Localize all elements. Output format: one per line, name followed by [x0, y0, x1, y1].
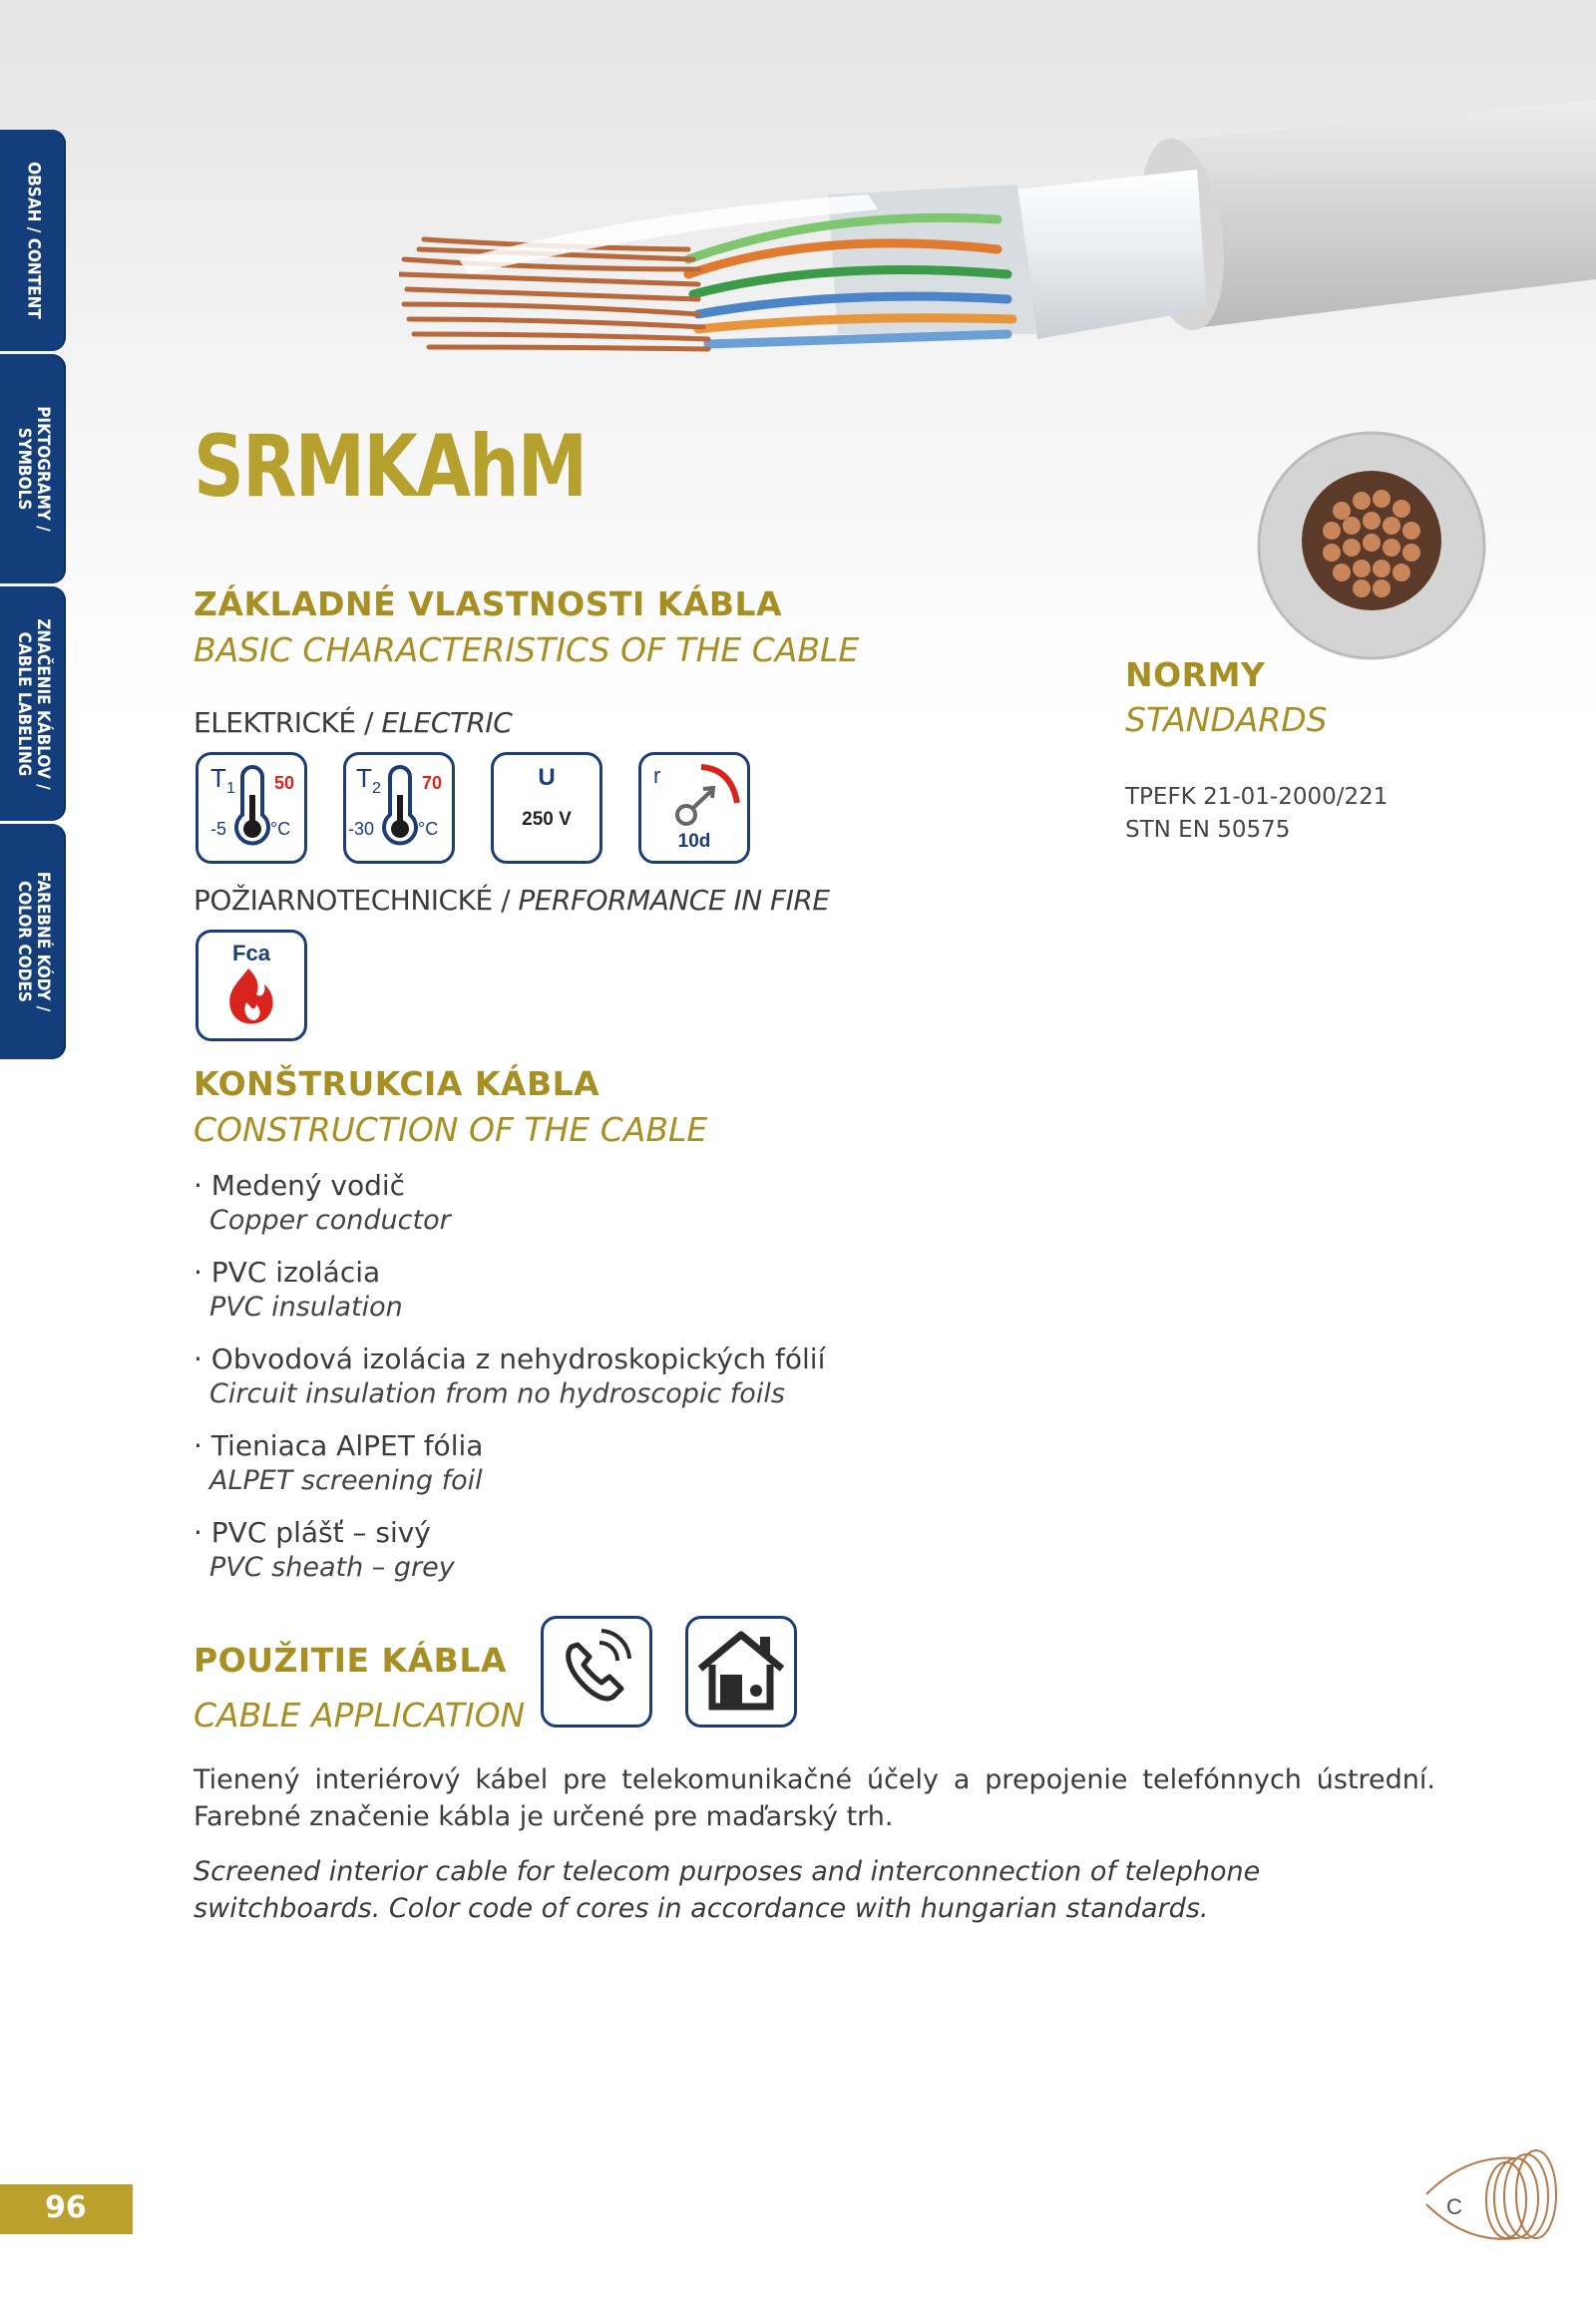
svg-text:1: 1 — [226, 780, 235, 797]
cable-illustration — [399, 100, 1596, 429]
construction-item-sk: · Tieniaca AlPET fólia — [194, 1429, 484, 1462]
basic-heading: ZÁKLADNÉ VLASTNOSTI KÁBLA — [194, 584, 783, 623]
construction-item-sk: · Obvodová izolácia z nehydroskopických fólií — [194, 1343, 826, 1375]
svg-text:°C: °C — [270, 819, 291, 839]
basic-heading-en: BASIC CHARACTERISTICS OF THE CABLE — [194, 630, 860, 669]
construction-heading-en: CONSTRUCTION OF THE CABLE — [194, 1110, 708, 1149]
construction-item-en: PVC insulation — [209, 1292, 403, 1323]
svg-text:U: U — [538, 764, 556, 791]
svg-text:50: 50 — [274, 773, 295, 793]
standards-heading-en: STANDARDS — [1125, 700, 1328, 739]
fire-label: POŽIARNOTECHNICKÉ / PERFORMANCE IN FIRE — [194, 884, 830, 917]
standards-heading: NORMY — [1125, 655, 1266, 694]
construction-item-sk: · PVC plášť – sivý — [194, 1516, 431, 1549]
t1-label: T — [210, 763, 226, 793]
svg-text:-5: -5 — [210, 819, 227, 839]
construction-item-en: PVC sheath – grey — [209, 1552, 455, 1583]
standard-item: STN EN 50575 — [1125, 817, 1291, 843]
svg-text:-30: -30 — [348, 819, 375, 839]
page-title: SRMKAhM — [194, 417, 587, 517]
application-text-en: Screened interior cable for telecom purposes and interconnection of telephone switchboards. Color code of cores in accordance with hungarian standards. — [194, 1856, 1261, 1924]
svg-text:C: C — [1446, 2194, 1462, 2219]
phone-icon — [541, 1616, 652, 1728]
tab-content[interactable]: OBSAH / CONTENT — [0, 130, 66, 351]
svg-text:250 V: 250 V — [522, 809, 572, 830]
svg-text:r: r — [653, 763, 661, 788]
application-heading: POUŽITIE KÁBLA — [194, 1641, 507, 1680]
tab-symbols[interactable]: PIKTOGRAMY / SYMBOLS — [0, 354, 66, 583]
cable-cross-section — [1257, 431, 1486, 660]
svg-text:T: T — [356, 763, 372, 793]
construction-item-en: ALPET screening foil — [209, 1465, 483, 1496]
tab-color-codes[interactable]: FAREBNÉ KÓDY / COLOR CODES — [0, 824, 66, 1059]
application-heading-en: CABLE APPLICATION — [194, 1696, 526, 1734]
house-icon — [685, 1616, 797, 1728]
svg-text:70: 70 — [422, 773, 443, 793]
standard-item: TPEFK 21-01-2000/221 — [1125, 784, 1389, 810]
fire-performance-icon — [196, 930, 307, 1041]
construction-heading: KONŠTRUKCIA KÁBLA — [194, 1064, 600, 1103]
application-text: Tienený interiérový kábel pre telekomunikačné účely a prepojenie telefónnych ústrední. Farebné značenie kábla je určené pre maďarský trh. — [194, 1764, 1435, 1832]
temperature-t1-icon — [196, 752, 307, 864]
construction-item-en: Circuit insulation from no hydroscopic foils — [209, 1378, 785, 1409]
svg-text:Fca: Fca — [232, 941, 270, 965]
construction-item-sk: · PVC izolácia — [194, 1256, 381, 1289]
construction-item-sk: · Medený vodič — [194, 1169, 406, 1202]
voltage-icon — [491, 752, 602, 864]
tab-cable-labeling[interactable]: ZNAČENIE KÁBLOV / CABLE LABELING — [0, 586, 66, 821]
construction-item-en: Copper conductor — [209, 1205, 451, 1236]
electric-label: ELEKTRICKÉ / ELECTRIC — [194, 706, 513, 739]
bending-radius-icon — [638, 752, 750, 864]
svg-text:2: 2 — [372, 780, 381, 797]
temperature-t2-icon — [343, 752, 455, 864]
copper-coil-logo — [1406, 2134, 1576, 2264]
page-number: 96 — [0, 2184, 133, 2234]
svg-text:10d: 10d — [677, 831, 711, 852]
svg-text:°C: °C — [418, 819, 439, 839]
